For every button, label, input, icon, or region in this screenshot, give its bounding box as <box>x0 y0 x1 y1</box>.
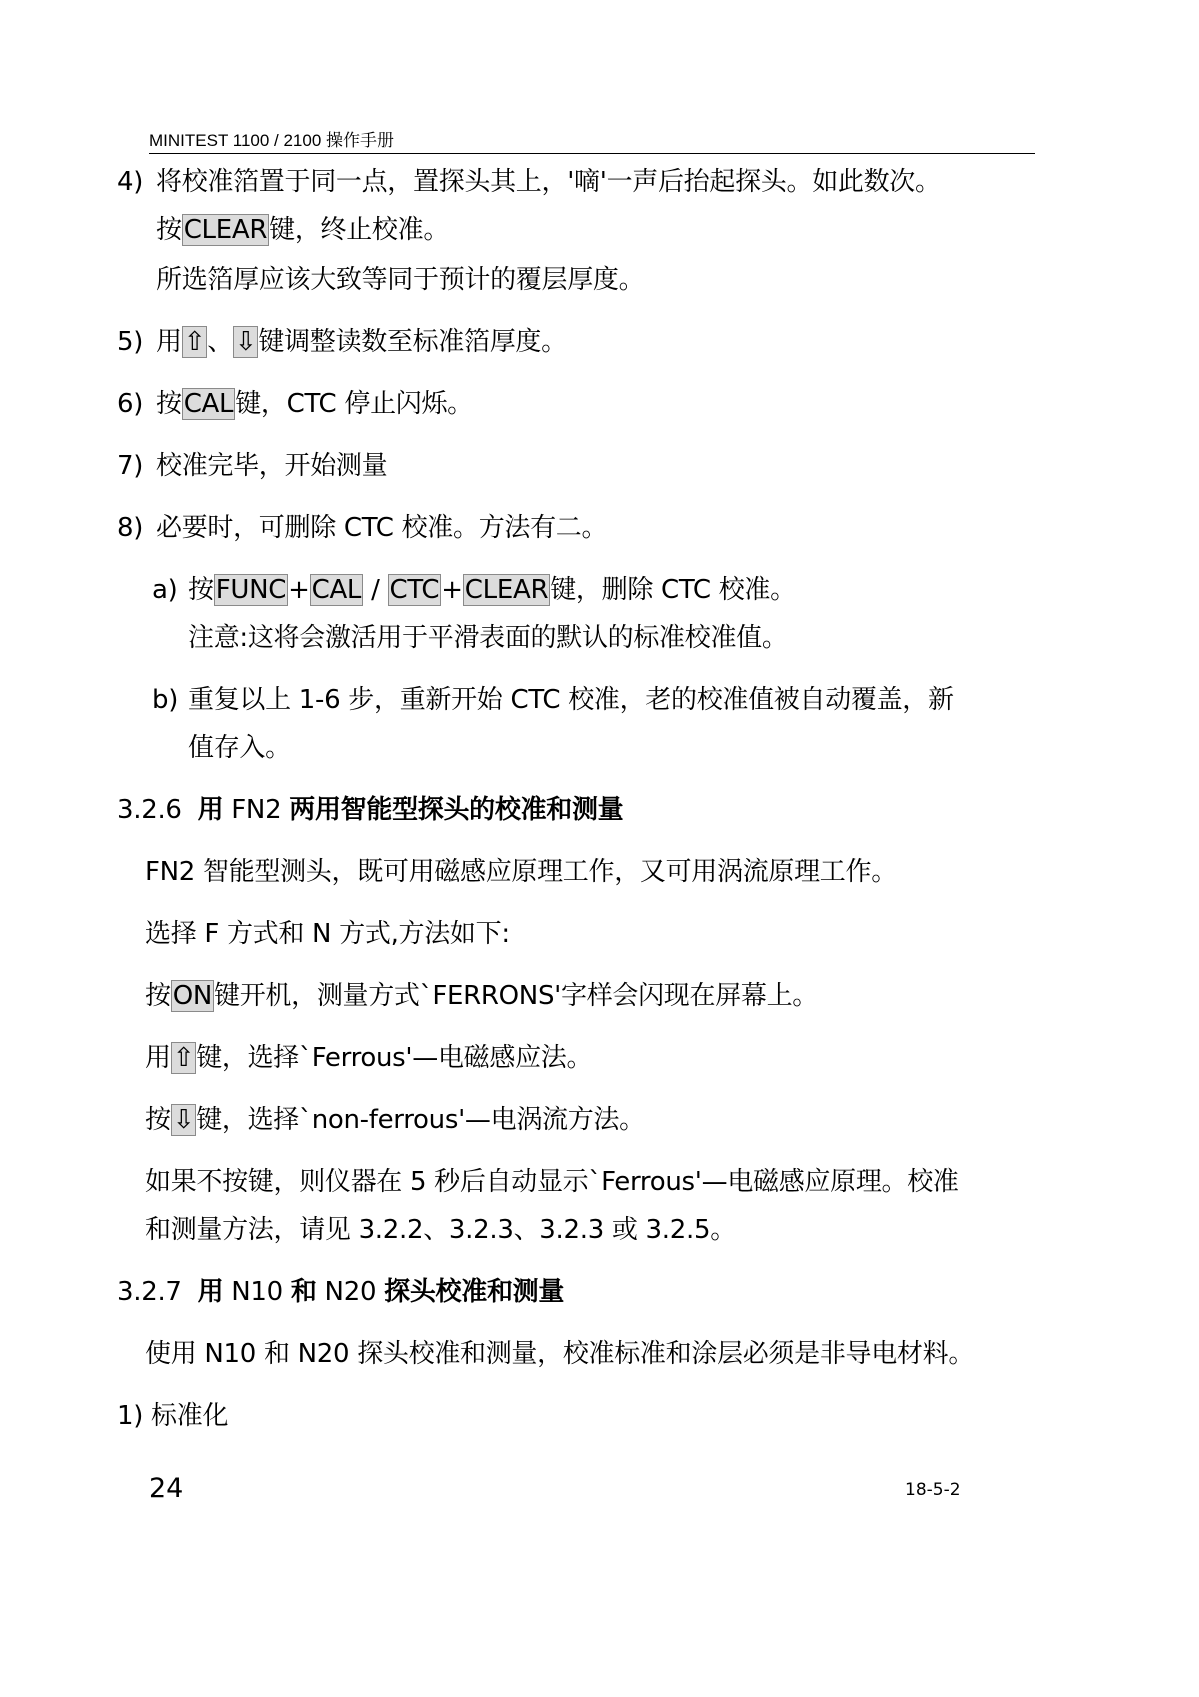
fn2-paragraph-1: FN2 智能型测头，既可用磁感应原理工作，又可用涡流原理工作。 <box>145 857 897 887</box>
step-5-pre: 用 <box>156 327 182 357</box>
up-arrow-key-icon: ⇧ <box>172 1043 195 1073</box>
func-key: FUNC <box>215 575 287 605</box>
fn2-p4-pre: 用 <box>145 1043 171 1073</box>
plus-sign: + <box>288 575 310 605</box>
ctc-key: CTC <box>389 575 440 605</box>
step-8a-pre: 按 <box>188 575 214 605</box>
section-3-2-7-heading <box>117 1275 564 1309</box>
step-8a-label: a) <box>152 575 178 605</box>
heading-word: 和 <box>290 1277 317 1307</box>
fn2-paragraph-6-line1: 如果不按键，则仪器在 5 秒后自动显示`Ferrous'—电磁感应原理。校准 <box>145 1167 959 1197</box>
down-arrow-key-icon: ⇩ <box>172 1105 195 1135</box>
on-key: ON <box>172 981 213 1011</box>
heading-word: 用 <box>197 1277 224 1307</box>
step-8a-note: 注意:这将会激活用于平滑表面的默认的标准校准值。 <box>188 623 788 653</box>
step-4-note: 所选箔厚应该大致等同于预计的覆层厚度。 <box>156 265 645 295</box>
heading-model: N20 <box>324 1277 377 1307</box>
step-6-post: 键，CTC 停止闪烁。 <box>235 389 473 419</box>
heading-model: N10 <box>231 1277 283 1307</box>
footer-date: 18-5-2 <box>905 1480 961 1500</box>
plus-sign: + <box>441 575 463 605</box>
fn2-p3-post: 键开机，测量方式`FERRONS'字样会闪现在屏幕上。 <box>214 981 819 1011</box>
section-number: 3.2.7 <box>117 1277 182 1307</box>
step-5-text <box>156 325 567 359</box>
step-6-text <box>156 387 473 421</box>
section-number: 3.2.6 <box>117 795 182 825</box>
step-8b-line1: 重复以上 1-6 步，重新开始 CTC 校准，老的校准值被自动覆盖，新 <box>188 685 954 715</box>
section-3-2-6-heading <box>117 793 623 827</box>
heading-title: 探头校准和测量 <box>384 1277 565 1307</box>
heading-model: FN2 <box>231 795 282 825</box>
step-8a-text <box>188 573 796 607</box>
step-5-sep: 、 <box>207 327 233 357</box>
step-4-number: 4) <box>117 167 144 197</box>
step-4-press: 按 <box>156 215 182 245</box>
fn2-paragraph-3 <box>145 979 818 1013</box>
step-8-number: 8) <box>117 513 144 543</box>
down-arrow-key-icon: ⇩ <box>234 327 257 357</box>
cal-key: CAL <box>311 575 362 605</box>
clear-key: CLEAR <box>464 575 549 605</box>
n10-item-1: 1) 标准化 <box>117 1401 229 1431</box>
step-6-number: 6) <box>117 389 144 419</box>
heading-word: 用 <box>197 795 224 825</box>
clear-key: CLEAR <box>183 215 268 245</box>
step-4-text: 将校准箔置于同一点，置探头其上，'嘀'一声后抬起探头。如此数次。 <box>156 167 941 197</box>
step-6-pre: 按 <box>156 389 182 419</box>
step-7-number: 7) <box>117 451 144 481</box>
step-8b-label: b) <box>152 685 179 715</box>
step-7-text: 校准完毕，开始测量 <box>156 451 388 481</box>
step-8a-post: 键，删除 CTC 校准。 <box>550 575 796 605</box>
fn2-paragraph-5 <box>145 1103 645 1137</box>
step-8b-line2: 值存入。 <box>188 733 291 763</box>
slash-separator: / <box>363 575 388 605</box>
cal-key: CAL <box>183 389 234 419</box>
step-5-number: 5) <box>117 327 144 357</box>
header-rule <box>149 153 1035 154</box>
step-4-clear-line <box>156 213 449 247</box>
up-arrow-key-icon: ⇧ <box>183 327 206 357</box>
fn2-p4-post: 键，选择`Ferrous'—电磁感应法。 <box>196 1043 593 1073</box>
step-5-post: 键调整读数至标准箔厚度。 <box>258 327 567 357</box>
fn2-p5-post: 键，选择`non-ferrous'—电涡流方法。 <box>196 1105 645 1135</box>
fn2-p5-pre: 按 <box>145 1105 171 1135</box>
step-8-text: 必要时，可删除 CTC 校准。方法有二。 <box>156 513 608 543</box>
page-number: 24 <box>149 1473 184 1504</box>
fn2-paragraph-6-line2: 和测量方法，请见 3.2.2、3.2.3、3.2.3 或 3.2.5。 <box>145 1215 736 1245</box>
fn2-paragraph-4 <box>145 1041 592 1075</box>
fn2-paragraph-2: 选择 F 方式和 N 方式,方法如下: <box>145 919 510 949</box>
running-header: MINITEST 1100 / 2100 操作手册 <box>149 131 395 150</box>
heading-title: 两用智能型探头的校准和测量 <box>289 795 624 825</box>
step-4-terminate: 键，终止校准。 <box>269 215 450 245</box>
n10-paragraph-1: 使用 N10 和 N20 探头校准和测量，校准标准和涂层必须是非导电材料。 <box>145 1339 975 1369</box>
fn2-p3-pre: 按 <box>145 981 171 1011</box>
